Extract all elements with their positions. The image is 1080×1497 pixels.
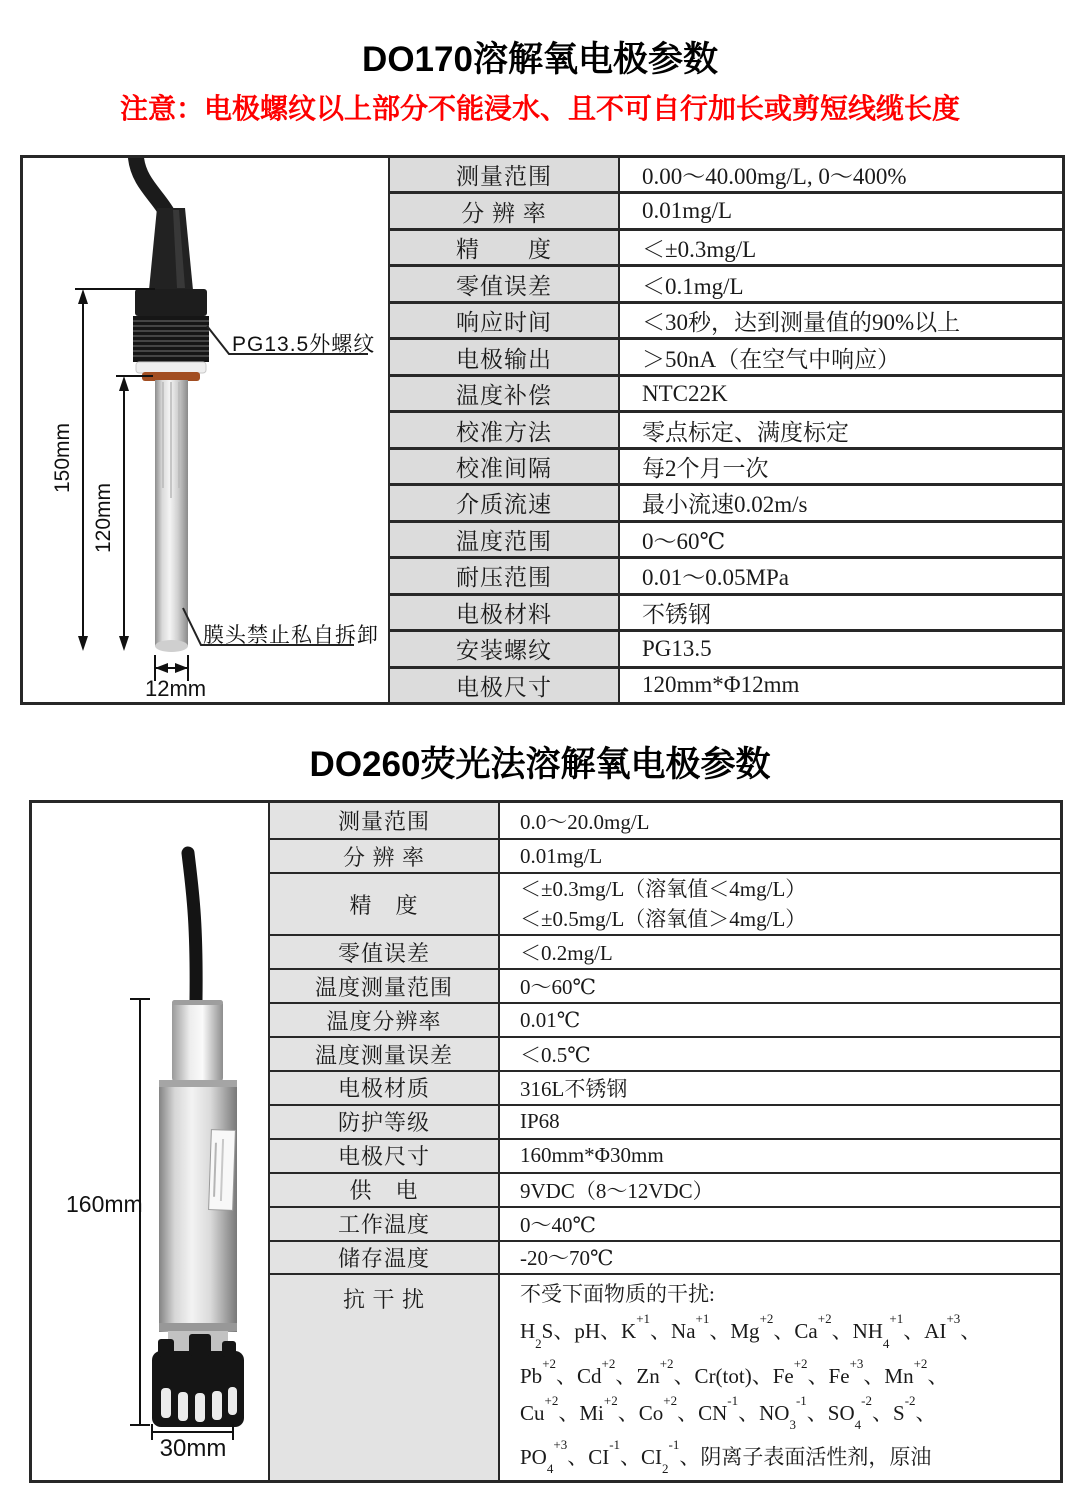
spec-value: 316L不锈钢 (520, 1076, 628, 1101)
spec-value: 160mm*Φ30mm (520, 1143, 664, 1168)
spec-row (270, 934, 1060, 968)
spec-label: 分 辨 率 (390, 194, 620, 227)
spec-value: 0～60℃ (642, 528, 726, 554)
spec-label: 抗 干 扰 (270, 1275, 500, 1480)
spec-row (270, 838, 1060, 872)
spec-row (270, 1036, 1060, 1070)
spec-label: 测量范围 (270, 803, 500, 838)
dimension-160mm-label: 160mm (66, 1191, 143, 1217)
spec-value: 120mm*Φ12mm (642, 672, 800, 698)
spec-label: 精 度 (270, 874, 500, 934)
spec-value: ＜0.2mg/L (520, 941, 613, 966)
spec-row (390, 410, 1062, 446)
page-title-do170: DO170溶解氧电极参数 (362, 40, 718, 79)
spec-value: 零点标定、满度标定 (642, 419, 849, 445)
spec-value: -20～70℃ (520, 1246, 614, 1271)
spec-label: 零值误差 (390, 267, 620, 300)
white-ring (136, 362, 206, 373)
spec-row (390, 301, 1062, 337)
cable (188, 853, 196, 1000)
spec-row (390, 556, 1062, 592)
spec-value: ＜0.5℃ (520, 1043, 591, 1068)
do260-rows (270, 803, 1060, 1480)
spec-label: 温度补偿 (390, 377, 620, 410)
spec-label: 校准方法 (390, 413, 620, 446)
spec-row-interference (270, 1273, 1060, 1480)
spec-label: 零值误差 (270, 936, 500, 968)
spec-value: 0.01～0.05MPa (642, 565, 789, 591)
spec-value: 0.01℃ (520, 1007, 581, 1032)
spec-value: 0.01mg/L (642, 198, 733, 224)
spec-label: 温度范围 (390, 523, 620, 556)
spec-row (390, 520, 1062, 556)
spec-value: 0～40℃ (520, 1212, 596, 1237)
spec-value: 0～60℃ (520, 975, 596, 1000)
spec-row (270, 1104, 1060, 1138)
accuracy-line-2: ＜±0.5mg/L（溶氧值＞4mg/L） (520, 907, 807, 932)
spec-row (270, 803, 1060, 838)
spec-label: 响应时间 (390, 304, 620, 337)
spec-value: ＞50nA（在空气中响应） (642, 346, 901, 372)
spec-value (500, 874, 1060, 934)
spec-label: 精 度 (390, 231, 620, 264)
spec-value: 每2个月一次 (642, 455, 769, 481)
spec-value: 9VDC（8～12VDC） (520, 1178, 714, 1203)
label-sticker (209, 1130, 236, 1211)
do170-product-image-cell (23, 158, 390, 702)
spec-label: 分 辨 率 (270, 840, 500, 872)
do170-spec-table (20, 155, 1065, 705)
spec-row (270, 1070, 1060, 1104)
interference-intro: 不受下面物质的干扰: (520, 1282, 715, 1307)
spec-label: 介质流速 (390, 486, 620, 519)
spec-row (270, 968, 1060, 1002)
dimension-120mm-label: 120mm (92, 482, 115, 554)
interference-substances-line: $H_2S$、pH、$K^{+1}$、$Na^{+1}$、$Mg^{+2}$、$Ca^{+2}$、$NH_4^{+1}$、$AI^{+3}$、 (520, 1311, 982, 1351)
dim-120-lines (116, 376, 153, 646)
neck-cylinder (172, 1000, 223, 1082)
spec-row (390, 337, 1062, 373)
spec-row (270, 1138, 1060, 1172)
spec-value: ＜±0.3mg/L (642, 237, 757, 263)
interference-substances-line: $PO_4^{+3}$、$CI^{-1}$、$CI_2^{-1}$、阴离子表面活性剂，原油 (520, 1436, 932, 1476)
spec-label: 电极材质 (270, 1072, 500, 1104)
connector-cap (135, 289, 207, 316)
spec-row (270, 1002, 1060, 1036)
spec-value: 0.00～40.00mg/L, 0～400% (642, 164, 907, 190)
thread-section (133, 316, 209, 362)
spec-label: 耐压范围 (390, 559, 620, 592)
interference-substances-line: $Cu^{+2}$、$Mi^{+2}$、$Co^{+2}$、$CN^{-1}$、$NO_3^{-1}$、$SO_4^{-2}$、$S^{-2}$、 (520, 1392, 937, 1432)
body-bottom-edge (159, 1323, 237, 1331)
accuracy-line-1: ＜±0.3mg/L（溶氧值＜4mg/L） (520, 877, 807, 902)
spec-row (390, 228, 1062, 264)
spec-label: 供 电 (270, 1174, 500, 1206)
shaft-bottom (155, 640, 188, 652)
spec-label: 温度分辨率 (270, 1004, 500, 1036)
spec-label: 储存温度 (270, 1242, 500, 1274)
interference-substances-line: $Pb^{+2}$、$Cd^{+2}$、$Zn^{+2}$、Cr(tot)、$Fe^{+2}$、$Fe^{+3}$、$Mn^{+2}$、 (520, 1355, 949, 1388)
do260-product-image-cell (32, 803, 270, 1480)
spec-value-interference (500, 1275, 1060, 1480)
warning-note: 注意：电极螺纹以上部分不能浸水、且不可自行加长或剪短线缆长度 (119, 93, 960, 124)
spec-value: IP68 (520, 1109, 560, 1134)
dimension-150mm-label: 150mm (51, 422, 74, 494)
spec-value: NTC22K (642, 380, 728, 406)
spec-label: 测量范围 (390, 158, 620, 191)
spec-label: 工作温度 (270, 1208, 500, 1240)
dimension-12mm-label: 12mm (145, 676, 207, 701)
dimension-30mm-label: 30mm (159, 1435, 227, 1462)
spec-label: 防护等级 (270, 1106, 500, 1138)
spec-row (390, 374, 1062, 410)
spec-label: 安装螺纹 (390, 632, 620, 665)
spec-row (390, 264, 1062, 300)
spec-row (390, 666, 1062, 702)
spec-row (390, 158, 1062, 191)
membrane-callout-label: 膜头禁止私自拆卸 (203, 624, 379, 647)
spec-row (390, 629, 1062, 665)
do260-spec-table (29, 800, 1063, 1483)
spec-label: 电极输出 (390, 340, 620, 373)
spec-value: ＜30秒，达到测量值的90%以上 (642, 310, 961, 336)
spec-value: PG13.5 (642, 635, 712, 661)
spec-row (390, 593, 1062, 629)
thread-callout-label: PG13.5外螺纹 (232, 333, 376, 356)
spec-row (390, 483, 1062, 519)
spec-label: 电极尺寸 (270, 1140, 500, 1172)
spec-label: 电极尺寸 (390, 669, 620, 702)
spec-row (270, 1206, 1060, 1240)
spec-value: 0.0～20.0mg/L (520, 809, 650, 834)
spec-label: 校准间隔 (390, 450, 620, 483)
spec-row (390, 191, 1062, 227)
neck-top-edge (172, 1000, 223, 1005)
spec-label: 电极材料 (390, 596, 620, 629)
do170-rows (390, 158, 1062, 702)
connector-neck (149, 208, 193, 290)
spec-row (390, 447, 1062, 483)
do260-probe-illustration (32, 803, 266, 1480)
spec-label: 温度测量范围 (270, 970, 500, 1002)
spec-value: 不锈钢 (642, 601, 711, 627)
spec-row (270, 1240, 1060, 1274)
page-title-do260: DO260荧光法溶解氧电极参数 (309, 745, 771, 784)
spec-row (270, 872, 1060, 934)
spec-value: ＜0.1mg/L (642, 273, 744, 299)
spec-label: 温度测量误差 (270, 1038, 500, 1070)
spec-value: 0.01mg/L (520, 843, 603, 868)
spec-value: 最小流速0.02m/s (642, 492, 808, 518)
body-shoulder (159, 1080, 237, 1087)
spec-row (270, 1172, 1060, 1206)
